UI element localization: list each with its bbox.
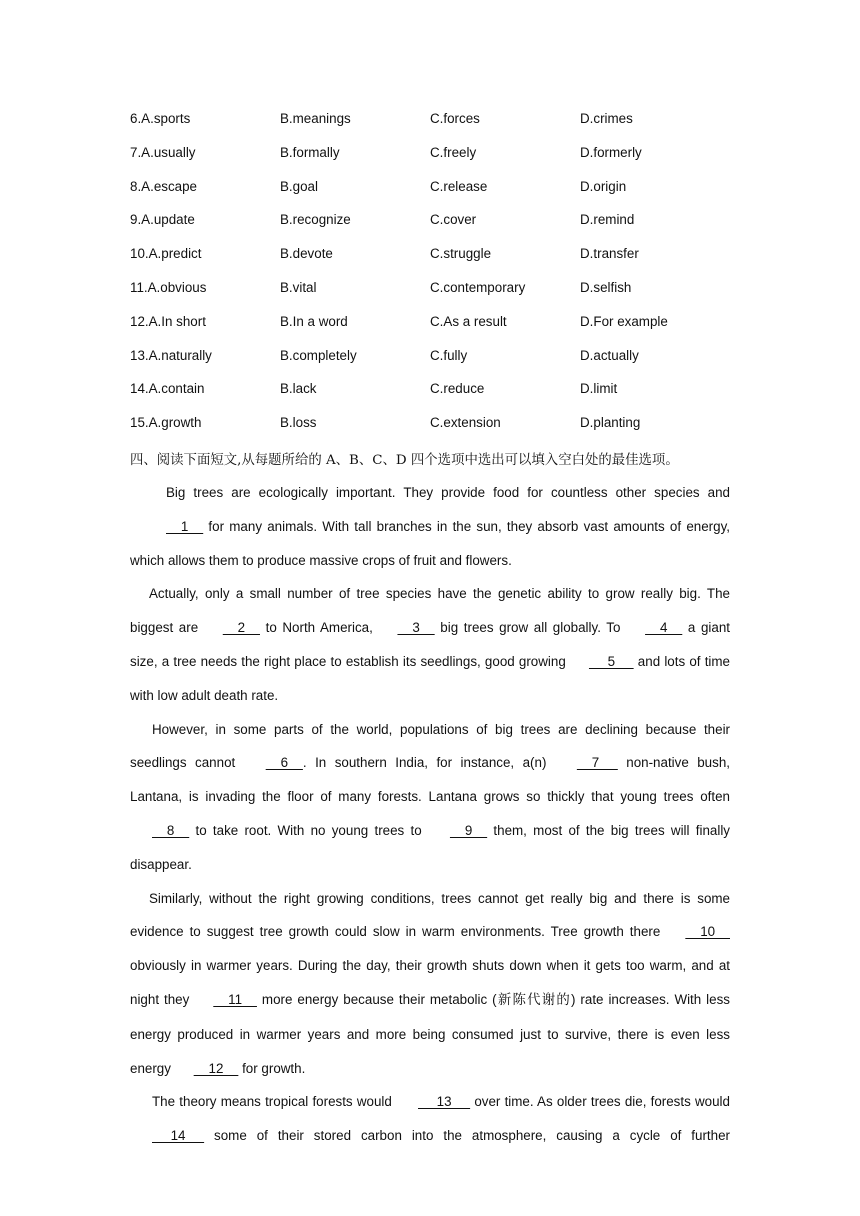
option-a: 9.A.update <box>130 212 195 228</box>
option-a: 13.A.naturally <box>130 347 212 363</box>
option-a: 7.A.usually <box>130 144 196 160</box>
paragraph-text: over time. As older trees die, forests would <box>470 1094 730 1110</box>
paragraph-text: ) rate increases. With less energy produced in warmer years and more being consumed just to survive, there is even less energy <box>130 991 730 1076</box>
option-c: C.contemporary <box>430 279 526 295</box>
option-c: C.extension <box>430 415 501 431</box>
section-heading: 四、阅读下面短文,从每题所给的 A、B、C、D 四个选项中选出可以填入空白处的最佳选项。 <box>130 453 679 468</box>
option-row-9 <box>130 212 730 246</box>
option-a: 10.A.predict <box>130 246 202 262</box>
option-b: B.formally <box>280 144 340 160</box>
options-list <box>130 111 730 449</box>
option-b: B.recognize <box>280 212 351 228</box>
paragraph-text: them, most of the big trees will finally disappear. <box>130 822 730 872</box>
option-a: 8.A.escape <box>130 178 197 194</box>
option-a: 11.A.obvious <box>130 279 207 295</box>
option-c: C.freely <box>430 144 477 160</box>
paragraph-5 <box>130 1085 730 1153</box>
paragraph-text: big trees grow all globally. To <box>434 620 627 636</box>
paragraph-text: for many animals. With tall branches in the sun, they absorb vast amounts of energy, which allows them to produce massive crops of fruit and flowers. <box>130 518 730 568</box>
option-d: D.actually <box>580 347 639 363</box>
option-c: C.As a result <box>430 313 507 329</box>
option-row-13 <box>130 348 730 382</box>
paragraph-text: a giant size, a tree needs the right place to establish its seedlings, good growing <box>130 620 730 669</box>
blank-1: 1 <box>166 518 204 534</box>
blank-13: 13 <box>418 1094 471 1110</box>
chinese-gloss: 新陈代谢的 <box>496 992 571 1008</box>
option-row-11 <box>130 280 730 314</box>
option-a: 14.A.contain <box>130 381 205 397</box>
option-b: B.meanings <box>280 111 351 126</box>
option-row-6 <box>130 111 730 145</box>
option-b: B.loss <box>280 415 317 431</box>
option-row-8 <box>130 179 730 213</box>
paragraph-text: The theory means tropical forests would <box>152 1094 397 1110</box>
option-b: B.lack <box>280 381 317 397</box>
option-d: D.transfer <box>580 246 639 262</box>
paragraph-text: Big trees are ecologically important. They provide food for countless other species and <box>166 485 730 500</box>
paragraph-text: to take root. With no young trees to <box>189 822 428 838</box>
option-row-15 <box>130 415 730 449</box>
option-c: C.release <box>430 178 488 194</box>
option-d: D.origin <box>580 178 627 194</box>
option-a: 15.A.growth <box>130 415 202 431</box>
paragraph-text: . In southern India, for instance, a(n) <box>302 755 555 771</box>
paragraph-3 <box>130 713 730 882</box>
option-b: B.In a word <box>280 313 348 329</box>
option-a: 12.A.In short <box>130 313 206 329</box>
option-b: B.completely <box>280 347 357 363</box>
option-row-14 <box>130 381 730 415</box>
option-c: C.reduce <box>430 381 485 397</box>
paragraph-4 <box>130 882 730 1086</box>
option-row-7 <box>130 145 730 179</box>
option-b: B.devote <box>280 246 333 262</box>
option-b: B.vital <box>280 279 317 295</box>
paragraph-text: obviously in warmer years. During the day, their growth shuts down when it gets too warm, and at night they <box>130 958 730 1007</box>
blank-11: 11 <box>213 991 257 1007</box>
blank-8: 8 <box>152 822 190 838</box>
blank-5: 5 <box>588 653 634 669</box>
option-d: D.formerly <box>580 144 642 160</box>
option-d: D.crimes <box>580 111 633 126</box>
paragraph-text: for growth. <box>238 1060 306 1076</box>
blank-3: 3 <box>397 620 435 636</box>
paragraph-text: and lots of time with low adult death rate. <box>130 653 730 703</box>
blank-7: 7 <box>576 755 618 771</box>
reading-passage <box>130 476 730 1153</box>
option-d: D.limit <box>580 381 618 397</box>
blank-4: 4 <box>645 620 683 636</box>
paragraph-2 <box>130 577 730 712</box>
option-b: B.goal <box>280 178 318 194</box>
paragraph-text: Actually, only a small number of tree species have the genetic ability to grow really big. The biggest are <box>130 586 730 636</box>
paragraph-text: some of their stored carbon into the atmosphere, causing a cycle of further <box>204 1128 730 1144</box>
option-c: C.fully <box>430 347 468 363</box>
blank-6: 6 <box>265 755 303 771</box>
paragraph-text: Similarly, without the right growing conditions, trees cannot get really big and there is some evidence to suggest tree growth could slow in warm environments. Tree growth there <box>130 890 730 940</box>
paragraph-text: However, in some parts of the world, populations of big trees are declining because their seedlings cannot <box>130 721 730 771</box>
option-d: D.remind <box>580 212 635 228</box>
paragraph-1 <box>130 476 730 577</box>
blank-2: 2 <box>222 620 260 636</box>
option-c: C.struggle <box>430 246 492 262</box>
blank-10: 10 <box>685 924 730 940</box>
blank-9: 9 <box>449 822 488 838</box>
paragraph-text: to North America, <box>259 620 379 636</box>
blank-12: 12 <box>193 1060 239 1076</box>
option-a: 6.A.sports <box>130 111 191 126</box>
option-row-10 <box>130 246 730 280</box>
paragraph-text: more energy because their metabolic ( <box>256 991 497 1007</box>
option-c: C.cover <box>430 212 477 228</box>
option-d: D.selfish <box>580 279 632 295</box>
option-row-12 <box>130 314 730 348</box>
blank-14: 14 <box>152 1128 205 1144</box>
option-c: C.forces <box>430 111 480 126</box>
option-d: D.For example <box>580 313 668 329</box>
paragraph-text: non-native bush, Lantana, is invading the floor of many forests. Lantana grows so thickly that young trees often <box>130 755 730 805</box>
option-d: D.planting <box>580 415 641 431</box>
